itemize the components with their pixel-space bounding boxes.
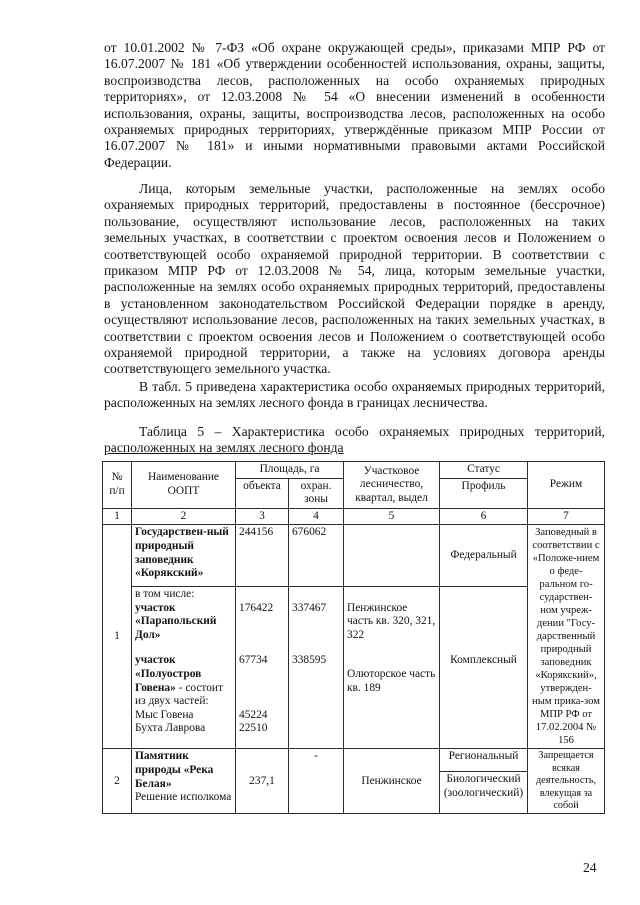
row2-name-bold: Памятник природы «Река Белая» — [135, 750, 214, 790]
col-number: 5 — [344, 508, 440, 525]
paragraph-1: от 10.01.2002 № 7-ФЗ «Об охране окружающей среды», приказами МПР РФ от 16.07.2007 № 181 «Об утверждении особенностей использования, охраны, защиты, воспроизводства лесов, расположенных на особо охраняемых природных территориях», от 12.03.2008 № 54 «О внесении изменений в особенности использования, охраны, защиты, воспроизводства лесов, расположенных на особо охраняемых природных территориях, утверждённые приказом МПР России от 16.07.2007 № 181» и иными нормативными правовыми актами Российской Федерации. — [104, 40, 605, 170]
sub2-zone: 338595 — [292, 654, 327, 667]
paragraph-2: Лица, которым земельные участки, расположенные на землях особо охраняемых природных территорий, предоставлены в постоянное (бессрочное) пользование, осуществляют использование лесов, расположенных на таких земельных участках, в соответствии с проектом освоения лесов и Положением о соответствующей особо охраняемой природной территории. В соответствии с приказом МПР РФ от 12.03.2008 № 54, лица, которым земельные участки, расположенные на землях особо охраняемых природных территорий, предоставлены в установленном законодательством Российской Федерации порядке в аренду, осуществляют использование лесов, расположенных на таких земельных участках, в соответствии с проектом освоения лесов и Положением о соответствующей особо охраняемой природной территории, а также на условиях договора аренды соответствующего земельного участка. — [104, 181, 605, 377]
sub2-name-rest: - состоит из двух частей: — [135, 681, 224, 708]
row1-subareas-profile — [440, 587, 528, 749]
row1-status: Федеральный — [440, 525, 528, 587]
col-number: 1 — [103, 508, 132, 525]
header-area-object: объекта — [236, 478, 289, 508]
sub-intro: в том числе: — [135, 588, 195, 601]
sub2-object: 67734 — [239, 654, 268, 667]
part2-name: Бухта Лаврова — [135, 722, 206, 735]
row2-area-zone: - — [289, 749, 344, 814]
row1-subareas-forestry — [344, 587, 440, 749]
table-caption — [104, 424, 605, 457]
row2-profile: Биологический (зоологический) — [440, 772, 528, 814]
col-number: 7 — [528, 508, 605, 525]
row2-forestry: Пенжинское — [344, 749, 440, 814]
row1-mode: Заповедный в соответствии с «Положе-нием о феде-ральном го-сударствен-ном учреж-дении "Госу-дарственный природный заповедник «Корякский», утвержден-ным прика-зом МПР РФ от 17.02.2004 № 156 — [528, 525, 605, 749]
col-number: 6 — [440, 508, 528, 525]
sub2-forestry: Олюторское часть кв. 189 — [347, 668, 436, 694]
page-number: 24 — [583, 860, 597, 875]
row2-num: 2 — [103, 749, 132, 814]
header-area: Площадь, га — [236, 462, 344, 479]
header-profile: Профиль — [440, 478, 528, 508]
row1-area-zone: 676062 — [289, 525, 344, 587]
row1-area-object: 244156 — [236, 525, 289, 587]
header-status: Статус — [440, 462, 528, 479]
sub1-object: 176422 — [239, 601, 274, 614]
row2-status: Региональный — [440, 749, 528, 772]
column-number-row — [103, 508, 605, 525]
spacer — [135, 642, 232, 654]
table-header-row — [103, 462, 605, 479]
sub1-name: участок «Парапольский Дол» — [135, 601, 217, 641]
row1-num: 1 — [103, 525, 132, 749]
row1-subareas-zone — [289, 587, 344, 749]
col-number: 4 — [289, 508, 344, 525]
col-number: 2 — [132, 508, 236, 525]
header-mode: Режим — [528, 462, 605, 509]
row1-name: Государствен-ный природный заповедник «Корякский» — [132, 525, 236, 587]
row1-forestry — [344, 525, 440, 587]
sub2-profile: Комплексный — [450, 654, 517, 667]
part1-name: Мыс Говена — [135, 708, 194, 721]
header-area-zone: охран. зоны — [289, 478, 344, 508]
table-row — [103, 525, 605, 587]
paragraph-3: В табл. 5 приведена характеристика особо охраняемых природных территорий, расположенных на землях лесного фонда в границах лесничества. — [104, 379, 605, 411]
row2-name-rest: Решение исполкома — [135, 791, 232, 804]
table-caption-line-1: Таблица 5 – Характеристика особо охраняемых природных территорий, — [139, 424, 605, 439]
header-num: № п/п — [103, 462, 132, 509]
sub1-zone: 337467 — [292, 601, 327, 614]
row2-name — [132, 749, 236, 814]
sub2-name — [135, 654, 232, 708]
header-name: Наименование ООПТ — [132, 462, 236, 509]
part2-object: 22510 — [239, 722, 268, 735]
part1-object: 45224 — [239, 708, 268, 721]
col-number: 3 — [236, 508, 289, 525]
table-5 — [102, 461, 605, 814]
row1-subareas-name — [132, 587, 236, 749]
row1-subareas-object — [236, 587, 289, 749]
row2-area-object: 237,1 — [236, 749, 289, 814]
table-caption-line-2: расположенных на землях лесного фонда — [104, 440, 344, 456]
header-forestry: Участковое лесничество, квартал, выдел — [344, 462, 440, 509]
sub2-name-bold: участок «Полуостров Говена» — [135, 654, 202, 694]
row2-mode: Запрещается всякая деятельность, влекущая за собой — [528, 749, 605, 814]
sub1-forestry: Пенжинское часть кв. 320, 321, 322 — [347, 601, 436, 641]
table-row — [103, 749, 605, 772]
